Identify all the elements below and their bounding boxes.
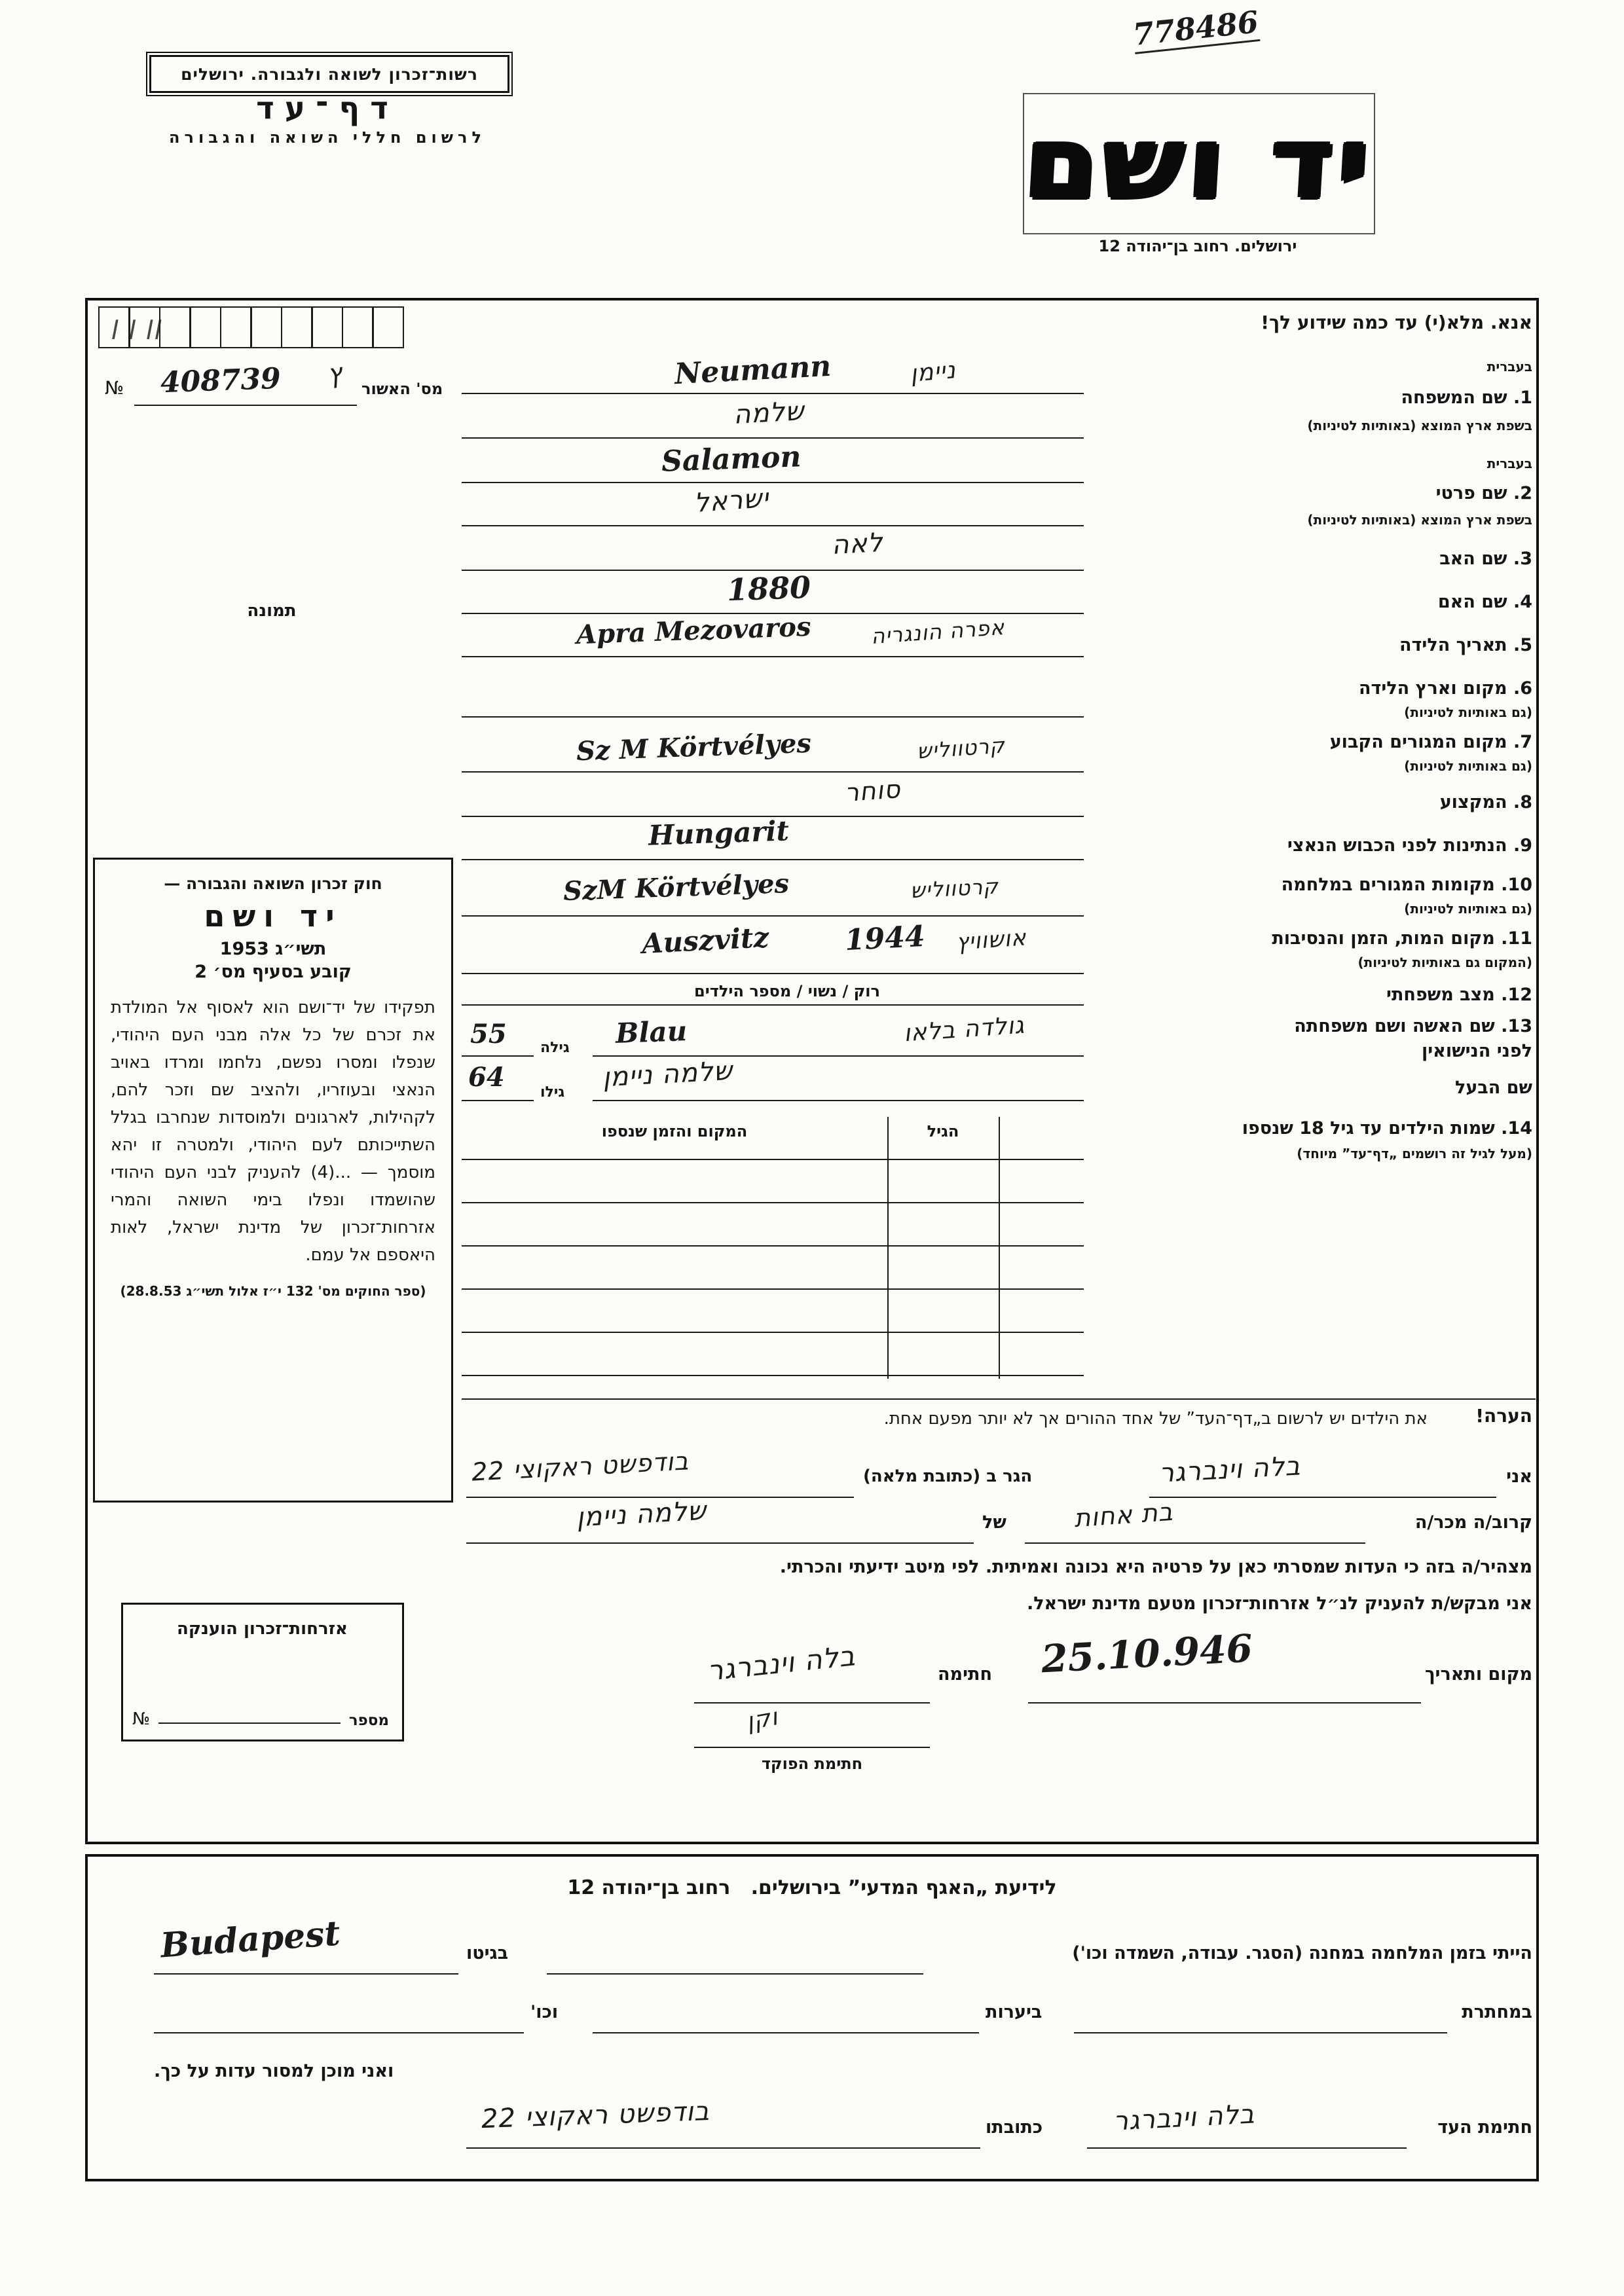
note-text: את הילדים יש לרשום ב„דף־העד” של אחד ההורים אך לא יותר מפעם אחת. <box>883 1409 1428 1429</box>
answer-line-residence <box>462 771 1084 773</box>
handwriting-residence-hebrew: קרטווליש <box>915 733 1006 764</box>
children-table-row-line <box>462 1332 1084 1333</box>
field-8-label: 8. המקצוע <box>1439 792 1532 812</box>
declaration-statement: מצהיר/ה בזה כי העדות שמסרתי כאן על פרטיה היא נכונה ואמיתית. לפי מיטב ידיעתי והכרתי. <box>779 1557 1532 1577</box>
citizenship-request: אני מבקש/ת להעניק לנ״ל אזרחות־זכרון מטעם מדינת ישראל. <box>1026 1594 1532 1614</box>
citizenship-box-number-line <box>158 1722 341 1724</box>
law-heading: חוק זכרון השואה והגבורה — <box>164 874 382 893</box>
answer-line-family-hebrew <box>462 393 1084 394</box>
handwriting-birth-place-hebrew: אפרה הונגריה <box>870 614 1006 649</box>
answer-line-death <box>462 973 1084 974</box>
signature-line <box>694 1702 930 1704</box>
field-6-latin-note: (גם באותיות לטיניות) <box>1404 704 1532 720</box>
field-5-label: 5. תאריך הלידה <box>1399 635 1532 655</box>
place-date-line <box>1028 1702 1421 1704</box>
field-10-label: 10. מקומות המגורים במלחמה <box>1281 875 1532 895</box>
answer-line-husband-name <box>593 1100 1084 1101</box>
field-14-note: (מעל לגיל זה רושמים „דף־עד” מיוחד) <box>1297 1146 1532 1161</box>
digit-box <box>311 306 343 348</box>
children-table-col-age: הגיל <box>927 1122 959 1140</box>
law-clause: קובע בסעיף מס׳ 2 <box>194 962 352 982</box>
signature-label: חתימה <box>938 1664 993 1685</box>
field-12-inline-options: רוק / נשוי / מספר הילדים <box>694 982 880 1000</box>
field-7-latin-note: (גם באותיות לטיניות) <box>1404 758 1532 774</box>
citizenship-granted-box <box>121 1603 404 1741</box>
handwriting-first-hebrew: שלמה <box>732 396 805 430</box>
field-1-origin-sublabel: בשפת ארץ המוצא (באותיות לטיניות) <box>1307 418 1532 433</box>
note-divider-line <box>462 1398 1536 1400</box>
children-table-row-line <box>462 1245 1084 1247</box>
answer-line-marital-status <box>462 1004 1084 1006</box>
handwritten-ref-number: 778486 <box>1132 4 1261 54</box>
field-12-label: 12. מצב משפחתי <box>1386 985 1532 1005</box>
field-4-label: 4. שם האם <box>1437 592 1532 612</box>
forests-label: ביערות <box>986 2002 1043 2022</box>
handwriting-witness-signature: בלה וינברגר <box>1112 2099 1256 2137</box>
form-title: דף־עד <box>256 90 399 126</box>
field-9-label: 9. הנתינות לפני הכבוש הנאצי <box>1287 835 1532 856</box>
handwriting-witness-name: בלה וינברגר <box>1158 1451 1302 1489</box>
field-2-origin-sublabel: בשפת ארץ המוצא (באותיות לטיניות) <box>1307 512 1532 528</box>
children-table-divider <box>887 1117 889 1379</box>
witness-signature-label: חתימת העד <box>1437 2117 1532 2138</box>
ghetto-line <box>154 1973 458 1975</box>
witness-address-label: כתובתו <box>986 2117 1043 2138</box>
answer-line-birth-date <box>462 656 1084 657</box>
bottom-section-title: לידיעת „האגף המדעי” בירושלים. רחוב בן־יהודה 12 <box>567 1876 1057 1899</box>
handwriting-signature: בלה וינברגר <box>706 1639 857 1687</box>
handwriting-clerk-mark: וקן <box>744 1704 781 1736</box>
bottom-section-border <box>85 1854 1539 2181</box>
answer-line-wife-name <box>593 1055 1084 1057</box>
digit-box <box>159 306 191 348</box>
handwritten-strip-marks: ׀׀ ׀ ׀ <box>111 313 163 343</box>
handwriting-death-place-hebrew: אושוויץ <box>955 924 1027 956</box>
field-2-hebrew-sublabel: בעברית <box>1486 456 1532 471</box>
handwriting-family-hebrew: ניימן <box>909 357 957 388</box>
relation-line <box>1025 1542 1365 1544</box>
camp-line <box>547 1973 923 1975</box>
husband-name-label: שם הבעל <box>1454 1078 1532 1098</box>
digit-box <box>220 306 252 348</box>
handwriting-ghetto: Budapest <box>159 1913 342 1966</box>
handwriting-wife-age: 55 <box>470 1019 507 1049</box>
handwritten-approval-mark: ץ <box>325 357 344 390</box>
field-1-label: 1. שם המשפחה <box>1401 388 1532 408</box>
citizenship-box-number-symbol: № <box>132 1709 151 1729</box>
clerk-signature-label: חתימת הפוקד <box>761 1755 863 1773</box>
answer-line-war-residence <box>462 915 1084 917</box>
children-table-row-line <box>462 1159 1084 1160</box>
handwriting-family-latin: Neumann <box>673 349 832 392</box>
witness-signature-line <box>1087 2147 1407 2149</box>
law-paragraph: תפקידו של יד־ושם הוא לאסוף אל המולדת את זכרם של כל אלה מבני העם היהודי, שנפלו ומסרו נפשם, נלחמו ומרדו באויב הנאצי ובעוזריו, ולהציב שם וזכר להם, לקהילות, לארגונים ולמוסדות שנחרבו בגלל השתייכותם לעם היהודי, ולמטרה זו יהא מוסמך — ...(4) להעניק לבני העם היהודי שהושמדו ונפלו בימי השואה והמרי אזרחות־זכרון של מדינת ישראל, לאות היאספם אל עמם. <box>111 998 435 1265</box>
law-footnote: (ספר החוקים מס' 132 י״ז אלול תשי״ג 28.8.53) <box>120 1283 426 1299</box>
field-14-label: 14. שמות הילדים עד גיל 18 שנספו <box>1242 1118 1532 1139</box>
handwriting-husband-name: שלמה ניימן <box>601 1055 734 1093</box>
approval-number-symbol: № <box>105 377 124 399</box>
law-year: תשי״ג 1953 <box>219 939 327 959</box>
handwritten-approval-number: 408739 <box>160 361 282 400</box>
digit-box <box>189 306 221 348</box>
handwriting-mother-name: לאה <box>830 527 884 561</box>
handwriting-father-name: ישראל <box>693 483 770 519</box>
field-6-label: 6. מקום וארץ הלידה <box>1358 678 1532 699</box>
answer-line-first-hebrew <box>462 482 1084 483</box>
handwriting-husband-age: 64 <box>468 1062 505 1093</box>
fill-in-instruction: אנא. מלא(י) עד כמה שידוע לך! <box>1261 312 1532 333</box>
underground-label: במחתרת <box>1462 2002 1532 2022</box>
handwriting-profession: סוחר <box>843 774 902 807</box>
form-subtitle: לרשום חללי השואה והגבורה <box>169 128 486 147</box>
field-11-latin-note: (המקום גם באותיות לטיניות) <box>1357 955 1532 970</box>
resides-label: הגר ב (כתובת מלאה) <box>863 1467 1033 1486</box>
forests-line <box>593 2032 979 2033</box>
handwriting-death-year: 1944 <box>843 919 926 958</box>
yad-vashem-logo: יד ושם <box>1021 107 1377 220</box>
handwriting-citizenship: Hungarit <box>648 814 790 852</box>
of-label: של <box>982 1512 1006 1533</box>
her-age-label: גילה <box>540 1040 570 1056</box>
digit-box <box>281 306 313 348</box>
testify-statement: ואני מוכן למסור עדות על כך. <box>154 2061 394 2081</box>
witness-name-line <box>1149 1497 1496 1498</box>
witness-address-line-bottom <box>466 2147 980 2149</box>
field-13-label-line1: 13. שם האשה ושם משפחתה <box>1294 1016 1532 1036</box>
children-table-row-line <box>462 1202 1084 1203</box>
his-age-label: גילו <box>540 1084 565 1101</box>
handwriting-wife-name-hebrew: גולדה בלאו <box>902 1011 1026 1048</box>
relation-of-line <box>466 1542 974 1544</box>
answer-line-first-latin <box>462 525 1084 526</box>
declaration-i-label: אני <box>1506 1467 1532 1487</box>
handwriting-death-place-latin: Auszvitz <box>640 920 770 960</box>
etc-label: וכו' <box>530 2002 559 2022</box>
handwriting-first-latin: Salamon <box>661 440 802 479</box>
approval-number-label: מס' האשור <box>361 380 443 398</box>
digit-box <box>250 306 282 348</box>
answer-line-family-latin <box>462 437 1084 439</box>
answer-line-wife-age <box>462 1055 534 1057</box>
handwriting-wife-name-latin: Blau <box>615 1015 688 1049</box>
citizenship-box-number-label: מספר <box>348 1712 389 1729</box>
law-box <box>93 858 453 1503</box>
citizenship-box-title: אזרחות־זכרון הוענקה <box>177 1619 348 1639</box>
handwriting-birth-place-latin: Apra Mezovaros <box>576 611 812 651</box>
handwriting-war-residence-latin: SzM Körtvélyes <box>563 867 790 907</box>
ghetto-label: בגיטו <box>466 1943 509 1963</box>
logo-address: ירושלים. רחוב בן־יהודה 12 <box>1098 237 1297 255</box>
field-3-label: 3. שם האב <box>1439 549 1532 569</box>
field-13-label-line2: לפני הנישואין <box>1421 1041 1532 1061</box>
handwriting-place-date: 25.10.946 <box>1040 1626 1254 1682</box>
handwriting-residence-latin: Sz M Körtvélyes <box>576 727 812 767</box>
handwriting-war-residence-hebrew: קרטווליש <box>910 873 999 903</box>
relation-label: קרוב/ה מכר/ה <box>1414 1512 1532 1533</box>
etc-line <box>154 2032 524 2033</box>
clerk-signature-line <box>694 1747 930 1748</box>
approval-number-line <box>134 405 357 406</box>
field-10-latin-note: (גם באותיות לטיניות) <box>1404 901 1532 917</box>
children-table-row-line <box>462 1288 1084 1290</box>
handwriting-relation: בת אחות <box>1073 1497 1174 1533</box>
answer-line-citizenship <box>462 859 1084 860</box>
authority-title-box <box>149 55 509 93</box>
note-title: הערה! <box>1475 1405 1532 1427</box>
field-2-label: 2. שם פרטי <box>1435 483 1532 503</box>
camp-label: הייתי בזמן המלחמה במחנה (הסגר. עבודה, השמדה וכו') <box>1072 1943 1532 1963</box>
handwriting-witness-address-bottom: בודפשט ראקוצי 22 <box>481 2096 710 2135</box>
handwriting-witness-address: בודפשט ראקוצי 22 <box>471 1446 690 1487</box>
underground-line <box>1074 2032 1447 2033</box>
children-table-col-place-time: המקום והזמן שנספו <box>601 1122 748 1140</box>
digit-box <box>342 306 374 348</box>
field-11-label: 11. מקום המות, הזמן והנסיבות <box>1272 928 1532 949</box>
children-table-row-line <box>462 1375 1084 1376</box>
digit-box <box>372 306 404 348</box>
handwriting-relation-of: שלמה ניימן <box>575 1495 708 1533</box>
logo-frame <box>1023 93 1375 234</box>
handwriting-birth-year: 1880 <box>726 569 811 608</box>
photo-label: תמונה <box>247 601 297 621</box>
law-name: יד ושם <box>204 898 342 934</box>
children-table-divider <box>999 1117 1000 1379</box>
answer-line-birth-place <box>462 716 1084 718</box>
field-1-hebrew-sublabel: בעברית <box>1486 359 1532 374</box>
field-7-label: 7. מקום המגורים הקבוע <box>1329 732 1532 752</box>
authority-title: רשות־זכרון לשואה ולגבורה. ירושלים <box>181 64 478 84</box>
answer-line-husband-age <box>462 1100 534 1101</box>
place-date-label: מקום ותאריך <box>1424 1664 1532 1685</box>
